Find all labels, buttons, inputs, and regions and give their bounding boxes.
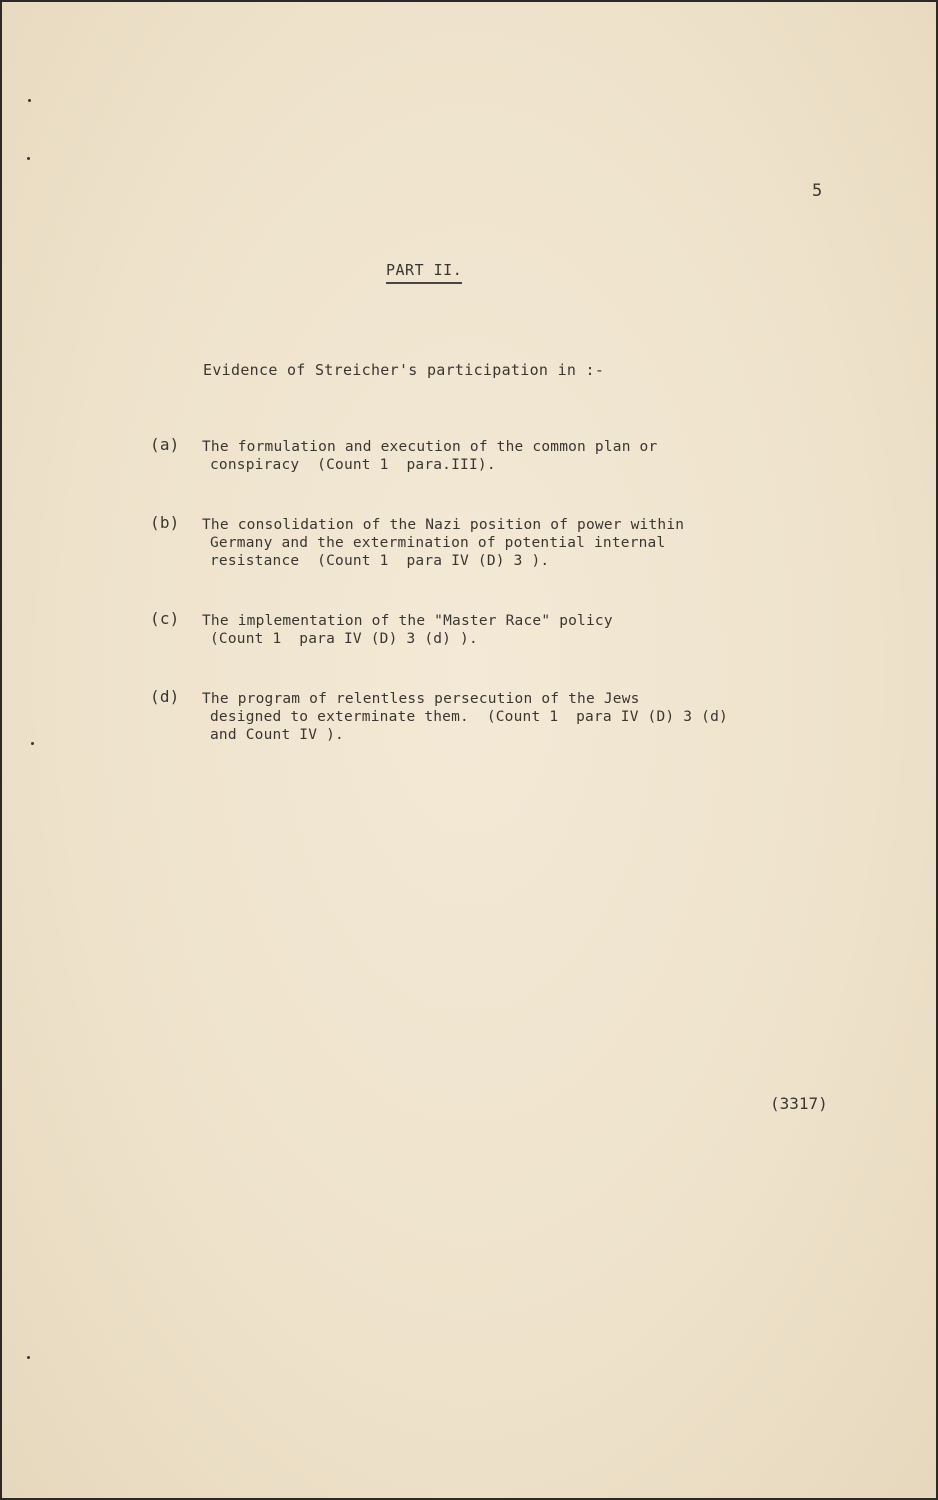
- list-item-d: [150, 687, 800, 744]
- item-line: The formulation and execution of the common plan or: [202, 439, 658, 455]
- item-marker: (c): [150, 609, 180, 628]
- item-marker: (a): [150, 435, 180, 454]
- item-line: The implementation of the "Master Race" policy: [202, 613, 613, 629]
- page-number: 5: [812, 181, 823, 201]
- item-marker: (d): [150, 687, 180, 706]
- section-heading: PART II.: [386, 261, 462, 284]
- punch-mark-3: [31, 742, 34, 745]
- punch-mark-4: [27, 1356, 30, 1359]
- item-line: designed to exterminate them. (Count 1 para IV (D) 3 (d): [210, 709, 728, 725]
- item-line: Germany and the extermination of potential internal: [210, 535, 666, 551]
- item-line: conspiracy (Count 1 para.III).: [210, 457, 496, 473]
- document-code: (3317): [770, 1094, 828, 1113]
- item-marker: (b): [150, 513, 180, 532]
- intro-text: Evidence of Streicher's participation in :-: [203, 361, 605, 379]
- item-line: The consolidation of the Nazi position of power within: [202, 517, 685, 533]
- punch-mark-2: [27, 157, 30, 160]
- list-item-a: [150, 435, 800, 474]
- punch-mark-1: [28, 99, 31, 102]
- item-line: The program of relentless persecution of the Jews: [202, 691, 640, 707]
- item-line: and Count IV ).: [210, 727, 344, 743]
- list-item-c: [150, 609, 800, 648]
- item-line: (Count 1 para IV (D) 3 (d) ).: [210, 631, 478, 647]
- list-item-b: [150, 513, 800, 570]
- item-line: resistance (Count 1 para IV (D) 3 ).: [210, 553, 550, 569]
